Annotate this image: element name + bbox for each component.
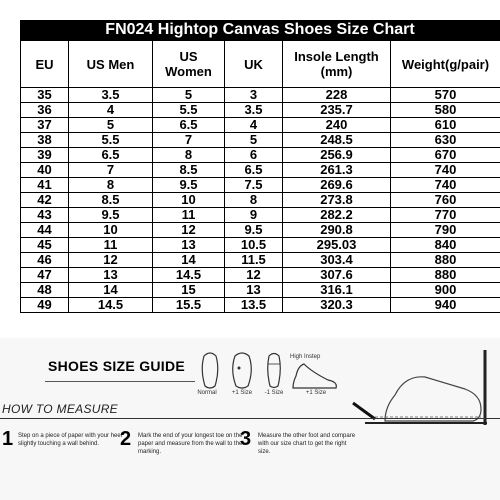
table-body <box>21 88 500 313</box>
cell-eu: 44 <box>21 223 69 238</box>
cell-us-women: 8 <box>153 148 225 163</box>
table-row <box>21 148 500 163</box>
cell-us-women: 8.5 <box>153 163 225 178</box>
cell-us-women: 15 <box>153 283 225 298</box>
cell-us-women: 11 <box>153 208 225 223</box>
cell-eu: 35 <box>21 88 69 103</box>
cell-us-men: 5.5 <box>69 133 153 148</box>
cell-us-men: 14.5 <box>69 298 153 313</box>
cell-insole-length: 295.03 <box>283 238 391 253</box>
step-3-number: 3 <box>240 428 252 450</box>
cell-us-women: 7 <box>153 133 225 148</box>
guide-title: SHOES SIZE GUIDE <box>48 358 186 374</box>
cell-us-women: 15.5 <box>153 298 225 313</box>
cell-us-women: 5.5 <box>153 103 225 118</box>
cell-us-women: 10 <box>153 193 225 208</box>
foot-caption-normal: Normal <box>197 390 217 396</box>
cell-insole-length: 261.3 <box>283 163 391 178</box>
cell-uk: 13 <box>225 283 283 298</box>
cell-insole-length: 269.6 <box>283 178 391 193</box>
cell-eu: 45 <box>21 238 69 253</box>
table-row <box>21 238 500 253</box>
cell-insole-length: 228 <box>283 88 391 103</box>
table-row <box>21 223 500 238</box>
table-row <box>21 133 500 148</box>
table-row <box>21 103 500 118</box>
foot-caption-high-instep: +1 Size <box>305 390 327 396</box>
cell-weight: 670 <box>391 148 500 163</box>
cell-uk: 3.5 <box>225 103 283 118</box>
cell-eu: 48 <box>21 283 69 298</box>
header-us-men: US Men <box>69 41 153 88</box>
foot-caption-plus-one: +1 Size <box>231 390 253 396</box>
chart-title: FN024 Hightop Canvas Shoes Size Chart <box>20 20 500 40</box>
cell-us-men: 9.5 <box>69 208 153 223</box>
cell-eu: 49 <box>21 298 69 313</box>
cell-us-women: 14.5 <box>153 268 225 283</box>
cell-weight: 760 <box>391 193 500 208</box>
size-table <box>20 40 500 313</box>
cell-insole-length: 282.2 <box>283 208 391 223</box>
cell-uk: 4 <box>225 118 283 133</box>
cell-weight: 740 <box>391 163 500 178</box>
cell-weight: 580 <box>391 103 500 118</box>
cell-uk: 6 <box>225 148 283 163</box>
table-row <box>21 253 500 268</box>
cell-eu: 47 <box>21 268 69 283</box>
cell-weight: 880 <box>391 253 500 268</box>
cell-us-women: 12 <box>153 223 225 238</box>
cell-us-men: 12 <box>69 253 153 268</box>
cell-uk: 10.5 <box>225 238 283 253</box>
cell-us-men: 5 <box>69 118 153 133</box>
cell-insole-length: 240 <box>283 118 391 133</box>
cell-weight: 940 <box>391 298 500 313</box>
cell-weight: 900 <box>391 283 500 298</box>
cell-insole-length: 307.6 <box>283 268 391 283</box>
cell-weight: 740 <box>391 178 500 193</box>
table-row <box>21 88 500 103</box>
cell-us-men: 8.5 <box>69 193 153 208</box>
cell-weight: 630 <box>391 133 500 148</box>
header-weight: Weight(g/pair) <box>391 41 500 88</box>
cell-us-women: 6.5 <box>153 118 225 133</box>
step-3-text: Measure the other foot and compare with our size chart to get the right size. <box>258 433 356 455</box>
cell-us-men: 8 <box>69 178 153 193</box>
cell-uk: 5 <box>225 133 283 148</box>
cell-insole-length: 320.3 <box>283 298 391 313</box>
cell-us-men: 10 <box>69 223 153 238</box>
cell-insole-length: 303.4 <box>283 253 391 268</box>
cell-us-men: 11 <box>69 238 153 253</box>
table-row <box>21 163 500 178</box>
cell-eu: 38 <box>21 133 69 148</box>
cell-us-women: 5 <box>153 88 225 103</box>
cell-eu: 37 <box>21 118 69 133</box>
cell-insole-length: 273.8 <box>283 193 391 208</box>
cell-weight: 840 <box>391 238 500 253</box>
header-us-women: US Women <box>153 41 225 88</box>
table-row <box>21 298 500 313</box>
cell-eu: 41 <box>21 178 69 193</box>
cell-uk: 12 <box>225 268 283 283</box>
step-1-text: Step on a piece of paper with your heel slightly touching a wall behind. <box>18 433 123 447</box>
foot-wide-icon <box>230 350 254 390</box>
cell-eu: 42 <box>21 193 69 208</box>
table-row <box>21 208 500 223</box>
table-row <box>21 178 500 193</box>
table-row <box>21 193 500 208</box>
high-instep-foot-icon <box>290 362 340 390</box>
foot-narrow-icon <box>262 350 286 390</box>
cell-insole-length: 290.8 <box>283 223 391 238</box>
cell-us-women: 9.5 <box>153 178 225 193</box>
cell-uk: 9.5 <box>225 223 283 238</box>
foot-caption-minus-one: -1 Size <box>264 390 284 396</box>
measure-divider <box>0 418 500 419</box>
step-1-number: 1 <box>2 428 14 450</box>
cell-us-men: 14 <box>69 283 153 298</box>
cell-weight: 790 <box>391 223 500 238</box>
cell-us-women: 14 <box>153 253 225 268</box>
cell-uk: 6.5 <box>225 163 283 178</box>
header-insole-length: Insole Length (mm) <box>283 41 391 88</box>
cell-weight: 770 <box>391 208 500 223</box>
cell-eu: 40 <box>21 163 69 178</box>
cell-us-men: 4 <box>69 103 153 118</box>
cell-uk: 13.5 <box>225 298 283 313</box>
size-chart <box>20 20 500 313</box>
cell-eu: 46 <box>21 253 69 268</box>
cell-uk: 3 <box>225 88 283 103</box>
cell-us-men: 13 <box>69 268 153 283</box>
table-header-row <box>21 41 500 88</box>
step-2-text: Mark the end of your longest toe on the paper and measure from the wall to the marking. <box>138 433 243 455</box>
cell-eu: 39 <box>21 148 69 163</box>
cell-us-men: 3.5 <box>69 88 153 103</box>
cell-weight: 610 <box>391 118 500 133</box>
measure-title: HOW TO MEASURE <box>2 402 118 416</box>
foot-normal-icon <box>198 350 222 390</box>
cell-us-men: 6.5 <box>69 148 153 163</box>
cell-uk: 7.5 <box>225 178 283 193</box>
cell-insole-length: 235.7 <box>283 103 391 118</box>
cell-insole-length: 316.1 <box>283 283 391 298</box>
cell-weight: 880 <box>391 268 500 283</box>
cell-uk: 9 <box>225 208 283 223</box>
cell-uk: 11.5 <box>225 253 283 268</box>
guide-divider <box>45 381 195 382</box>
cell-eu: 36 <box>21 103 69 118</box>
table-row <box>21 268 500 283</box>
cell-insole-length: 248.5 <box>283 133 391 148</box>
cell-uk: 8 <box>225 193 283 208</box>
cell-weight: 570 <box>391 88 500 103</box>
table-row <box>21 118 500 133</box>
cell-us-women: 13 <box>153 238 225 253</box>
header-uk: UK <box>225 41 283 88</box>
header-eu: EU <box>21 41 69 88</box>
cell-insole-length: 256.9 <box>283 148 391 163</box>
cell-eu: 43 <box>21 208 69 223</box>
step-2-number: 2 <box>120 428 132 450</box>
cell-us-men: 7 <box>69 163 153 178</box>
instep-label: High Instep <box>290 354 321 360</box>
table-row <box>21 283 500 298</box>
